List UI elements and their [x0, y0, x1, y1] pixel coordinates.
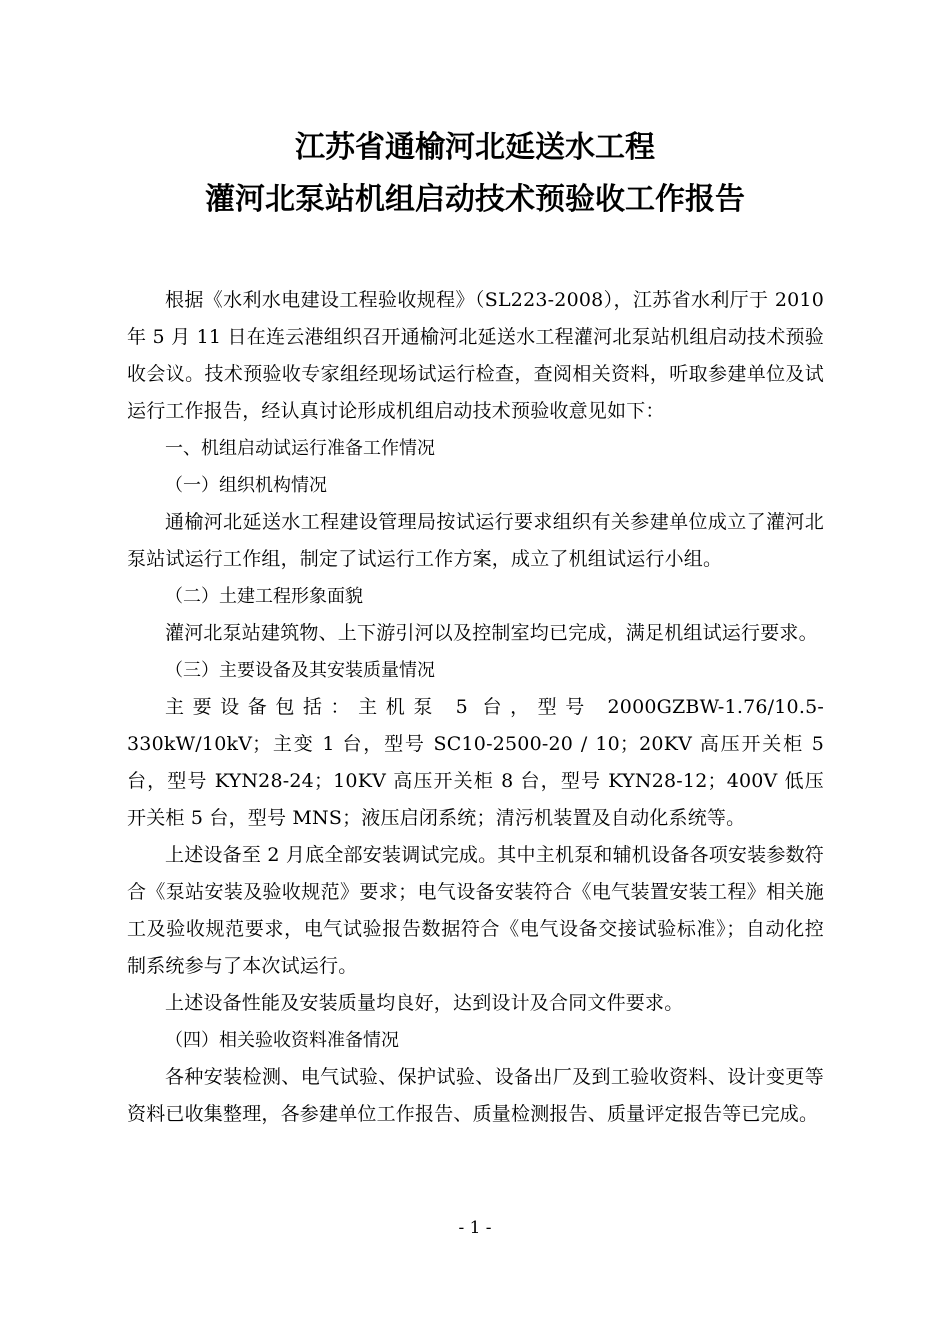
equipment-list-paragraph: 主要设备包括：主机泵 5 台，型号 2000GZBW-1.76/10.5-330kW/10kV；主变 1 台，型号 SC10-2500-20 / 10；20KV 高压开关柜 5 台，型号 KYN28-24；10KV 高压开关柜 8 台，型号 KYN28-12；400V 低压开关柜 5 台，型号 MNS；液压启闭系统；清污机装置及自动化系统等。	[127, 696, 824, 829]
acceptance-materials-paragraph: 各种安装检测、电气试验、保护试验、设备出厂及到工验收资料、设计变更等资料已收集整理，各参建单位工作报告、质量检测报告、质量评定报告等已完成。	[127, 1066, 824, 1125]
equipment-quality-paragraph: 上述设备性能及安装质量均良好，达到设计及合同文件要求。	[165, 992, 684, 1014]
document-title-line-1: 江苏省通榆河北延送水工程	[295, 130, 655, 165]
section-heading-1: 一、机组启动试运行准备工作情况	[165, 438, 435, 459]
document-title-line-2: 灌河北泵站机组启动技术预验收工作报告	[205, 182, 745, 217]
subsection-heading-acceptance-materials: （四）相关验收资料准备情况	[165, 1030, 399, 1051]
equipment-installation-paragraph: 上述设备至 2 月底全部安装调试完成。其中主机泵和辅机设备各项安装参数符合《泵站安装及验收规范》要求；电气设备安装符合《电气装置安装工程》相关施工及验收规范要求，电气试验报告数据符合《电气设备交接试验标准》；自动化控制系统参与了本次试运行。	[127, 844, 824, 977]
subsection-heading-organization: （一）组织机构情况	[165, 475, 327, 496]
civil-works-paragraph: 灌河北泵站建筑物、上下游引河以及控制室均已完成，满足机组试运行要求。	[165, 622, 818, 644]
subsection-heading-equipment: （三）主要设备及其安装质量情况	[165, 660, 435, 681]
page-number: - 1 -	[458, 1218, 492, 1238]
document-body	[127, 282, 824, 1133]
intro-paragraph: 根据《水利水电建设工程验收规程》（SL223-2008），江苏省水利厅于 2010 年 5 月 11 日在连云港组织召开通榆河北延送水工程灌河北泵站机组启动技术预验收会议。技术预验收专家组经现场试运行检查，查阅相关资料，听取参建单位及试运行工作报告，经认真讨论形成机组启动技术预验收意见如下：	[127, 289, 824, 422]
organization-paragraph: 通榆河北延送水工程建设管理局按试运行要求组织有关参建单位成立了灌河北泵站试运行工作组，制定了试运行工作方案，成立了机组试运行小组。	[127, 511, 824, 570]
subsection-heading-civil-works: （二）土建工程形象面貌	[165, 586, 363, 607]
